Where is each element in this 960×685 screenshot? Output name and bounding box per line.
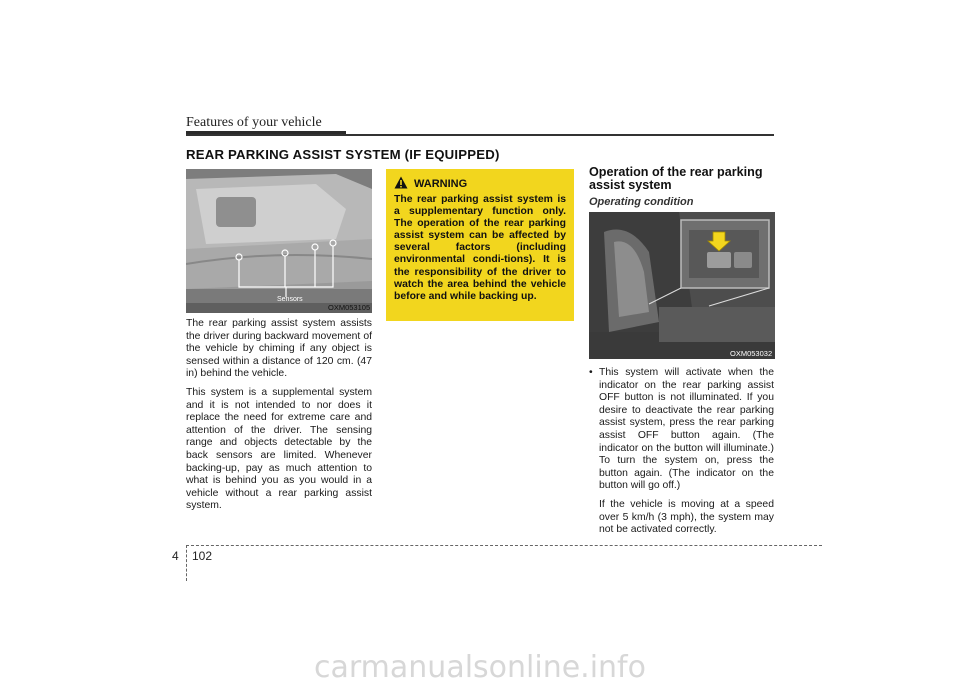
- warning-text: The rear parking assist system is a supplementary function only. The operation of the rear parking assist system can be affected by several factors (including environmental condi-tions). It is the responsibility of the driver to watch the area behind the vehicle before and while backing up.: [394, 194, 566, 302]
- paragraph-supplemental: This system is a supplemental system and it is not intended to nor does it replace the need for extreme care and attention of the driver. The sensing range and objects detectable by the back sensors are limited. Whenever backing-up, pay as much attention to what is behind you as you would in a vehicle without a rear parking assist system.: [186, 386, 372, 512]
- bullet-dot-icon: •: [589, 367, 593, 378]
- page-number: 102: [192, 549, 213, 563]
- header-rule: [186, 134, 774, 136]
- sensors-label: Sensors: [277, 296, 303, 303]
- warning-box: [386, 169, 574, 321]
- list-item: [589, 367, 774, 493]
- operation-bullet-list: [589, 367, 774, 537]
- paragraph-intro: The rear parking assist system assists the driver during backward movement of the vehicle by chiming if any object is sensed within a distance of 120 cm. (47 in) behind the vehicle.: [186, 318, 372, 380]
- watermark: carmanualsonline.info: [314, 650, 646, 685]
- footer-divider: [186, 545, 187, 581]
- image-code-2: OXM053032: [730, 349, 773, 358]
- warning-triangle-icon: [394, 176, 408, 192]
- chapter-number: 4: [172, 549, 179, 563]
- left-body-text: [186, 318, 372, 519]
- rear-bumper-sensors-image: [186, 169, 372, 313]
- console-button-image: [589, 212, 775, 359]
- bullet-text: This system will activate when the indicator on the rear parking assist OFF button is not illuminated. If you desire to deactivate the rear parking assist system, press the rear parking assist OFF button again. (The indicator on the button will illuminate.) To turn the system on, press the button again. (The indicator on the button will go off.): [599, 367, 774, 492]
- warning-header: [394, 176, 566, 192]
- running-header: Features of your vehicle: [186, 115, 322, 130]
- section-title: REAR PARKING ASSIST SYSTEM (IF EQUIPPED): [186, 147, 500, 162]
- image-code: OXM053105: [328, 303, 371, 312]
- operation-title: Operation of the rear parking assist system: [589, 165, 763, 192]
- footer-rule: [186, 545, 822, 546]
- bullet-continuation: If the vehicle is moving at a speed over 5 km/h (3 mph), the system may not be activated correctly.: [599, 498, 774, 536]
- operating-condition-subtitle: Operating condition: [589, 196, 694, 208]
- warning-title: WARNING: [414, 178, 468, 190]
